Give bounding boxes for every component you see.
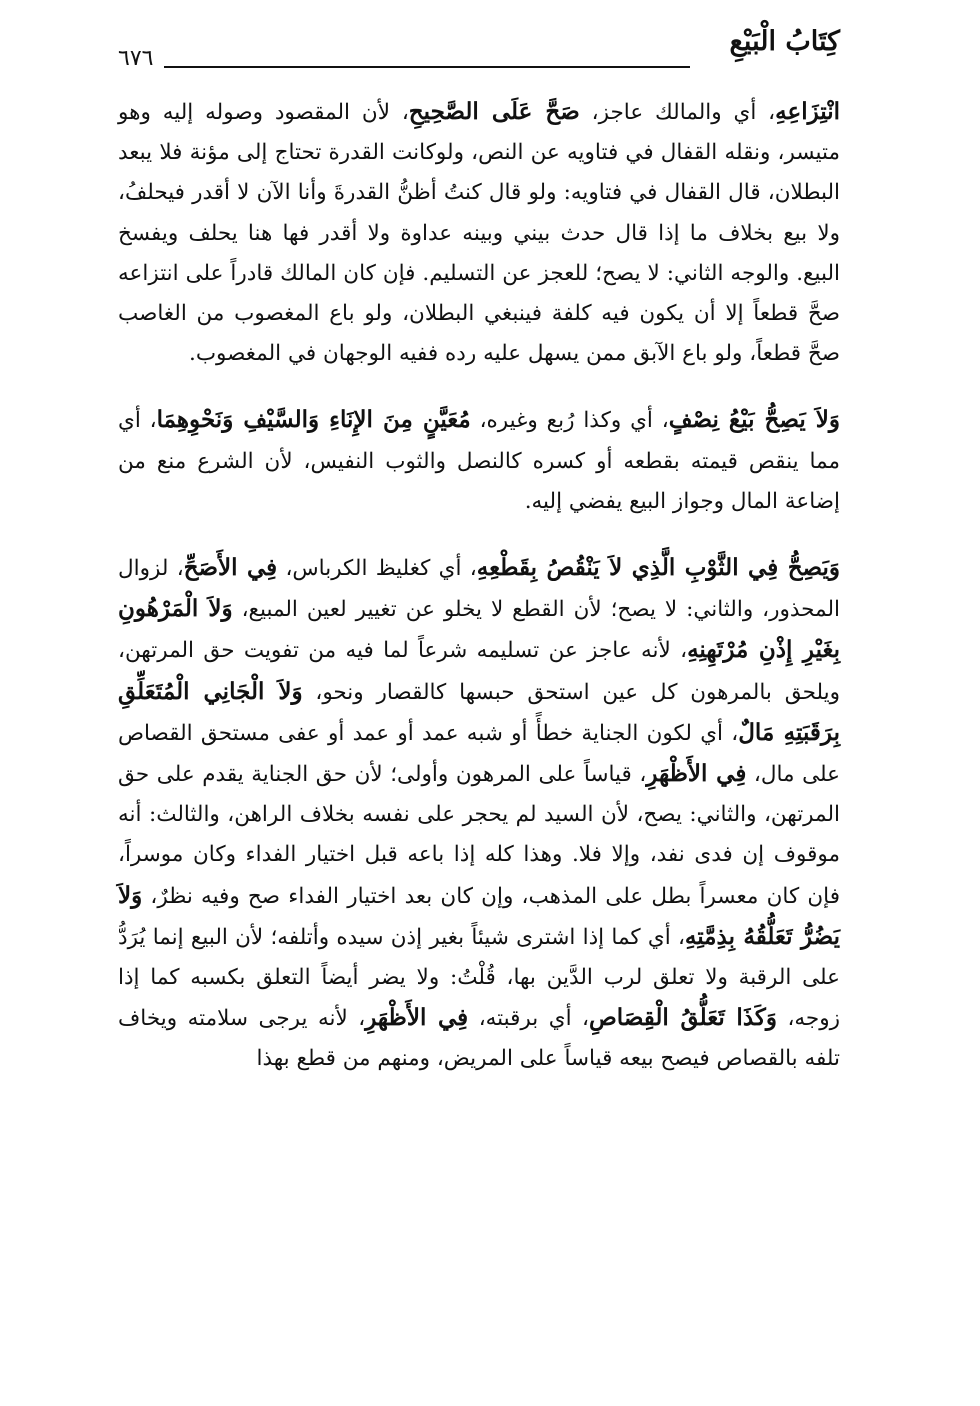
matn-text: وَلاَ الْمَرْهُونِ بِغَيْرِ إِذْنِ مُرْتَهِنِهِ xyxy=(118,595,841,664)
sharh-text: ، لأنه عاجز عن تسليمه شرعاً لما فيه من تفويت حق المرتهن، ويلحق بالمرهون كل عين استحق حبسها كالقصار ونحو، xyxy=(118,638,840,705)
sharh-text: ، أي كغليظ الكرباس، xyxy=(277,556,477,582)
paragraph xyxy=(118,548,840,1080)
page-number: ٦٧٦ xyxy=(118,46,154,71)
matn-text: وَلاَ يَصِحُّ بَيْعُ نِصْفٍ xyxy=(668,406,841,434)
matn-text: وَيَصِحُّ فِي الثَّوْبِ الَّذِي لاَ يَنْقُصُ بِقَطْعِهِ xyxy=(476,554,840,582)
sharh-text: ، أي لكون الجناية خطأً أو شبه عمد أو عمد أو عفى مستحق القصاص على مال، xyxy=(118,720,840,788)
matn-text: وَكَذَا تَعَلُّقُ الْقِصَاصِ xyxy=(589,1004,777,1032)
matn-text: وَلاَ الْجَانِي الْمُتَعَلِّقِ بِرَقَبَتِهِ مَالٌ xyxy=(118,677,840,746)
matn-text: وَلاَ يَضُرُّ تَعَلُّقُهُ بِذِمَّتِهِ xyxy=(118,881,840,950)
sharh-text: ، لأنه يرجى سلامته ويخاف تلفه بالقصاص فيصح بيعه قياساً على المريض، ومنهم من قطع بهذا xyxy=(118,1006,840,1072)
sharh-text: ، لزوال المحذور، والثاني: لا يصح؛ لأن القطع لا يخلو عن تغيير لعين المبيع، xyxy=(118,556,840,623)
book-title: كِتَابُ الْبَيْعِ xyxy=(729,26,840,57)
matn-text: فِي الأَصَحِّ xyxy=(183,554,278,582)
sharh-text: ، لأن المقصود وصوله إليه وهو متيسر، ونقله القفال في فتاويه عن النص، ولوكانت القدرة تحتاج إلى مؤنة فلا يبعد البطلان، قال القفال في فتاويه: ولو قال كنتُ أظنُّ القدرةَ وأنا الآن لا أقدر فيحلفُ، ولا بيع بخلاف ما إذا قال حدث بيني وبينه عداوة ولا أقدر فها هنا يحلف ويفسخ البيع. والوجه الثاني: لا يصح؛ للعجز عن التسليم. فإن كان المالك قادراً على انتزاعه صحَّ قطعاً إلا أن يكون فيه كلفة فينبغي البطلان، ولو باع المغصوب من الغاصب صحَّ قطعاً، ولو باع الآبق ممن يسهل عليه رده ففيه الوجهان في المغصوب. xyxy=(118,100,840,367)
matn-text: فِي الأَظْهَرِ xyxy=(365,1004,469,1032)
page-body xyxy=(118,92,840,1080)
matn-text: مُعَيَّنٍ مِنَ الإِنَاءِ وَالسَّيْفِ وَنَحْوِهِمَا xyxy=(156,406,471,434)
running-header xyxy=(118,22,840,71)
sharh-text: ، أي كما إذا اشترى شيئاً بغير إذن سيده وأتلفه؛ لأن البيع إنما يُرَدُّ على الرقبة ولا تعلق لرب الدَّين بها، قُلْتُ: ولا يضر أيضاً التعلق بكسبه كما إذا زوجه، xyxy=(118,924,840,1032)
paragraph xyxy=(118,400,840,522)
sharh-text: ، أي مما ينقص قيمته بقطعه أو كسره كالنصل والثوب النفيس، لأن الشرع منع من إضاعة المال وجواز البيع يفضي إليه. xyxy=(118,408,840,514)
matn-text: صَحَّ عَلَى الصَّحِيحِ xyxy=(408,98,580,125)
sharh-text: ، أي والمالك عاجز، xyxy=(579,100,776,125)
sharh-text: ، أي وكذا رُبع وغيره، xyxy=(470,408,669,434)
sharh-text: ، أي برقبته، xyxy=(468,1006,589,1032)
sharh-text: ، قياساً على المرهون وأولى؛ لأن حق الجناية يقدم على حق المرتهن، والثاني: يصح، لأن السيد لم يحجر على نفسه بخلاف الراهن، والثالث: أنه موقوف إن فدى نفد، وإلا فلا. وهذا كله إذا باعه قبل اختيار الفداء وكان موسراً، فإن كان معسراً بطل على المذهب، وإن كان بعد اختيار الفداء صح وفيه نظرٌ، xyxy=(118,762,840,909)
matn-text: فِي الأَظْهَرِ xyxy=(646,760,747,788)
matn-text: انْتِزَاعِهِ xyxy=(775,98,841,125)
paragraph xyxy=(118,92,840,374)
header-rule xyxy=(164,66,690,68)
